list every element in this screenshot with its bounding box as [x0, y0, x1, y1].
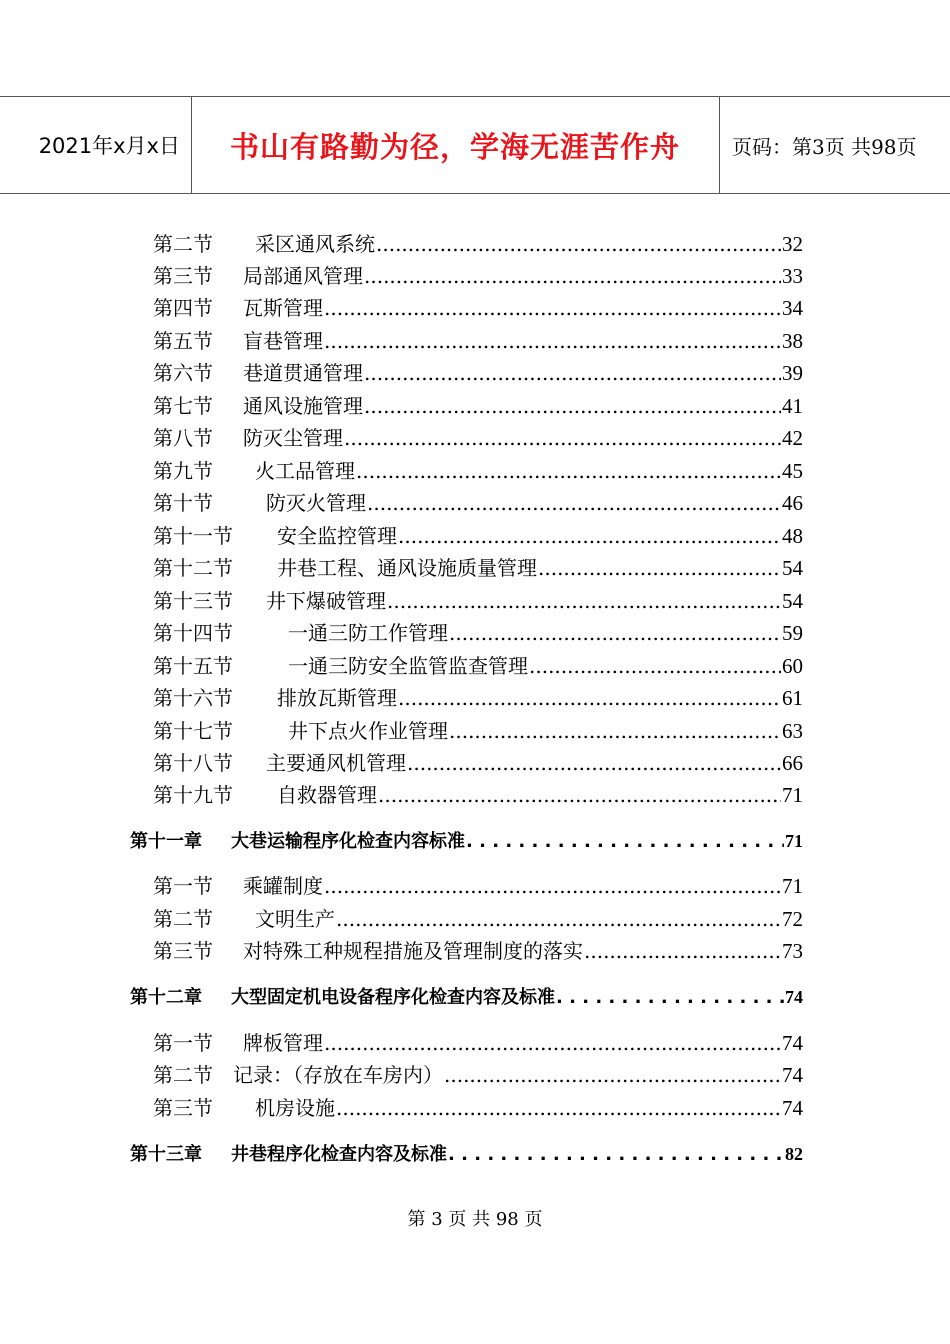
dot-leader [584, 939, 781, 963]
toc-entry-title: 文明生产 [255, 907, 335, 931]
toc-entry-page: 38 [782, 329, 803, 353]
header-date: 2021年x月x日 [38, 134, 180, 158]
toc-entry-page: 34 [782, 296, 803, 320]
toc-chapter-label: 第十二章 [130, 987, 202, 1008]
dot-leader [367, 491, 781, 515]
toc-entry[interactable] [153, 260, 803, 290]
dot-leader [387, 589, 781, 613]
toc-entry[interactable] [153, 650, 803, 680]
toc-entry-label: 第十二节 [153, 556, 233, 580]
toc-chapter[interactable] [130, 1140, 803, 1170]
toc-entry-page: 73 [782, 939, 803, 963]
toc-entry-label: 第三节 [153, 1096, 213, 1120]
toc-entry-page: 33 [782, 264, 803, 288]
toc-entry[interactable] [153, 617, 803, 647]
dot-leader [344, 426, 781, 450]
dot-leader [444, 1063, 781, 1087]
toc-entry[interactable] [153, 870, 803, 900]
toc-entry[interactable] [153, 422, 803, 452]
dot-leader [324, 329, 781, 353]
toc-entry-title: 通风设施管理 [243, 394, 363, 418]
toc-entry-label: 第四节 [153, 296, 213, 320]
page-header [0, 96, 950, 194]
dot-leader [529, 654, 781, 678]
toc-entry-title: 记录：（存放在车房内） [233, 1063, 443, 1087]
dot-leader [324, 296, 781, 320]
toc-entry-label: 第七节 [153, 394, 213, 418]
dot-leader [449, 719, 781, 743]
toc-chapter-page: 74 [785, 987, 803, 1007]
toc-entry-page: 59 [782, 621, 803, 645]
toc-entry-label: 第八节 [153, 426, 213, 450]
toc-entry-label: 第五节 [153, 329, 213, 353]
toc-entry[interactable] [153, 747, 803, 777]
dot-leader [376, 232, 781, 256]
toc-entry[interactable] [153, 325, 803, 355]
dot-leader [324, 1031, 781, 1055]
toc-entry-title: 乘罐制度 [243, 874, 323, 898]
toc-entry-label: 第二节 [153, 907, 213, 931]
toc-entry-label: 第十九节 [153, 783, 233, 807]
toc-entry-title: 排放瓦斯管理 [277, 686, 397, 710]
toc-entry[interactable] [153, 292, 803, 322]
toc-entry[interactable] [153, 935, 803, 965]
dot-leader [538, 556, 781, 580]
toc-entry-title: 防灭火管理 [266, 491, 366, 515]
toc-chapter[interactable] [130, 827, 803, 857]
dot-leader [324, 874, 781, 898]
toc-entry-title: 一通三防安全监管监查管理 [288, 654, 528, 678]
toc-entry-label: 第十六节 [153, 686, 233, 710]
toc-entry-page: 66 [782, 751, 803, 775]
toc-entry-label: 第十一节 [153, 524, 233, 548]
dot-leader [364, 361, 781, 385]
dot-leader [356, 459, 781, 483]
toc-entry[interactable] [153, 228, 803, 258]
toc-entry-page: 48 [782, 524, 803, 548]
toc-chapter-page: 82 [785, 1144, 803, 1164]
toc-entry-page: 61 [782, 686, 803, 710]
toc-entry-title: 瓦斯管理 [243, 296, 323, 320]
toc-chapter-label: 第十一章 [130, 831, 202, 852]
toc-entry[interactable] [153, 779, 803, 809]
toc-chapter[interactable] [130, 983, 803, 1013]
toc-entry-label: 第十三节 [153, 589, 233, 613]
toc-entry-page: 72 [782, 907, 803, 931]
toc-entry-page: 60 [782, 654, 803, 678]
toc-entry-title: 安全监控管理 [277, 524, 397, 548]
toc-entry-page: 41 [782, 394, 803, 418]
toc-entry-label: 第一节 [153, 1031, 213, 1055]
dot-leader [398, 686, 781, 710]
toc-entry-page: 63 [782, 719, 803, 743]
toc-entry-title: 机房设施 [255, 1096, 335, 1120]
toc-entry[interactable] [153, 1059, 803, 1089]
header-page-info: 页码：第3页 共98页 [732, 134, 917, 159]
toc-entry[interactable] [153, 715, 803, 745]
toc-chapter-label: 第十三章 [130, 1144, 202, 1165]
toc-entry-title: 巷道贯通管理 [243, 361, 363, 385]
toc-entry-page: 54 [782, 556, 803, 580]
dot-leader [364, 394, 781, 418]
toc-entry[interactable] [153, 390, 803, 420]
page-footer: 第 3 页 共 98 页 [407, 1209, 543, 1230]
toc-entry-page: 46 [782, 491, 803, 515]
toc-entry-label: 第二节 [153, 232, 213, 256]
toc-entry-title: 牌板管理 [243, 1031, 323, 1055]
toc-entry-page: 54 [782, 589, 803, 613]
toc-entry-label: 第十五节 [153, 654, 233, 678]
toc-entry-title: 防灭尘管理 [243, 426, 343, 450]
dot-leader [336, 907, 781, 931]
toc-entry-title: 火工品管理 [255, 459, 355, 483]
dot-leader [378, 783, 781, 807]
toc-entry-page: 74 [782, 1031, 803, 1055]
toc-entry[interactable] [153, 357, 803, 387]
toc-entry-page: 71 [782, 874, 803, 898]
toc-chapter-title: 井巷程序化检查内容及标准 [231, 1144, 447, 1165]
toc-entry[interactable] [153, 1092, 803, 1122]
toc-entry[interactable] [153, 455, 803, 485]
dot-leader [407, 751, 781, 775]
toc-entry-title: 一通三防工作管理 [288, 621, 448, 645]
toc-entry-label: 第三节 [153, 939, 213, 963]
toc-entry-page: 32 [782, 232, 803, 256]
toc-entry[interactable] [153, 552, 803, 582]
toc-entry-title: 采区通风系统 [255, 232, 375, 256]
toc-entry-label: 第十七节 [153, 719, 233, 743]
toc-entry-label: 第六节 [153, 361, 213, 385]
toc-entry-page: 39 [782, 361, 803, 385]
toc-entry-page: 71 [782, 783, 803, 807]
toc-chapter-title: 大型固定机电设备程序化检查内容及标准 [231, 987, 555, 1008]
toc-entry-title: 对特殊工种规程措施及管理制度的落实 [243, 939, 583, 963]
dot-leader [449, 621, 781, 645]
toc-entry-label: 第十四节 [153, 621, 233, 645]
toc-entry-page: 74 [782, 1063, 803, 1087]
toc-chapter-title: 大巷运输程序化检查内容标准 [231, 831, 465, 852]
dot-leader [448, 1144, 784, 1165]
toc-entry-page: 42 [782, 426, 803, 450]
toc-entry-title: 井巷工程、通风设施质量管理 [277, 556, 537, 580]
toc-entry-label: 第九节 [153, 459, 213, 483]
toc-entry-title: 井下爆破管理 [266, 589, 386, 613]
toc-entry[interactable] [153, 903, 803, 933]
dot-leader [336, 1096, 781, 1120]
toc-chapter-page: 71 [785, 831, 803, 851]
toc-entry[interactable] [153, 487, 803, 517]
dot-leader [364, 264, 781, 288]
toc-entry[interactable] [153, 520, 803, 550]
toc-entry-label: 第二节 [153, 1063, 213, 1087]
toc-entry-label: 第十八节 [153, 751, 233, 775]
toc-entry[interactable] [153, 585, 803, 615]
dot-leader [398, 524, 781, 548]
toc-entry-label: 第三节 [153, 264, 213, 288]
dot-leader [466, 831, 784, 852]
toc-entry-page: 74 [782, 1096, 803, 1120]
toc-entry-title: 自救器管理 [277, 783, 377, 807]
toc-entry-title: 盲巷管理 [243, 329, 323, 353]
toc-entry-label: 第一节 [153, 874, 213, 898]
toc-entry-title: 井下点火作业管理 [288, 719, 448, 743]
toc-entry[interactable] [153, 1027, 803, 1057]
header-motto: 书山有路勤为径，学海无涯苦作舟 [229, 129, 680, 164]
toc-entry-page: 45 [782, 459, 803, 483]
toc-entry[interactable] [153, 682, 803, 712]
dot-leader [556, 987, 784, 1008]
toc-entry-title: 主要通风机管理 [266, 751, 406, 775]
toc-entry-label: 第十节 [153, 491, 213, 515]
toc-entry-title: 局部通风管理 [243, 264, 363, 288]
